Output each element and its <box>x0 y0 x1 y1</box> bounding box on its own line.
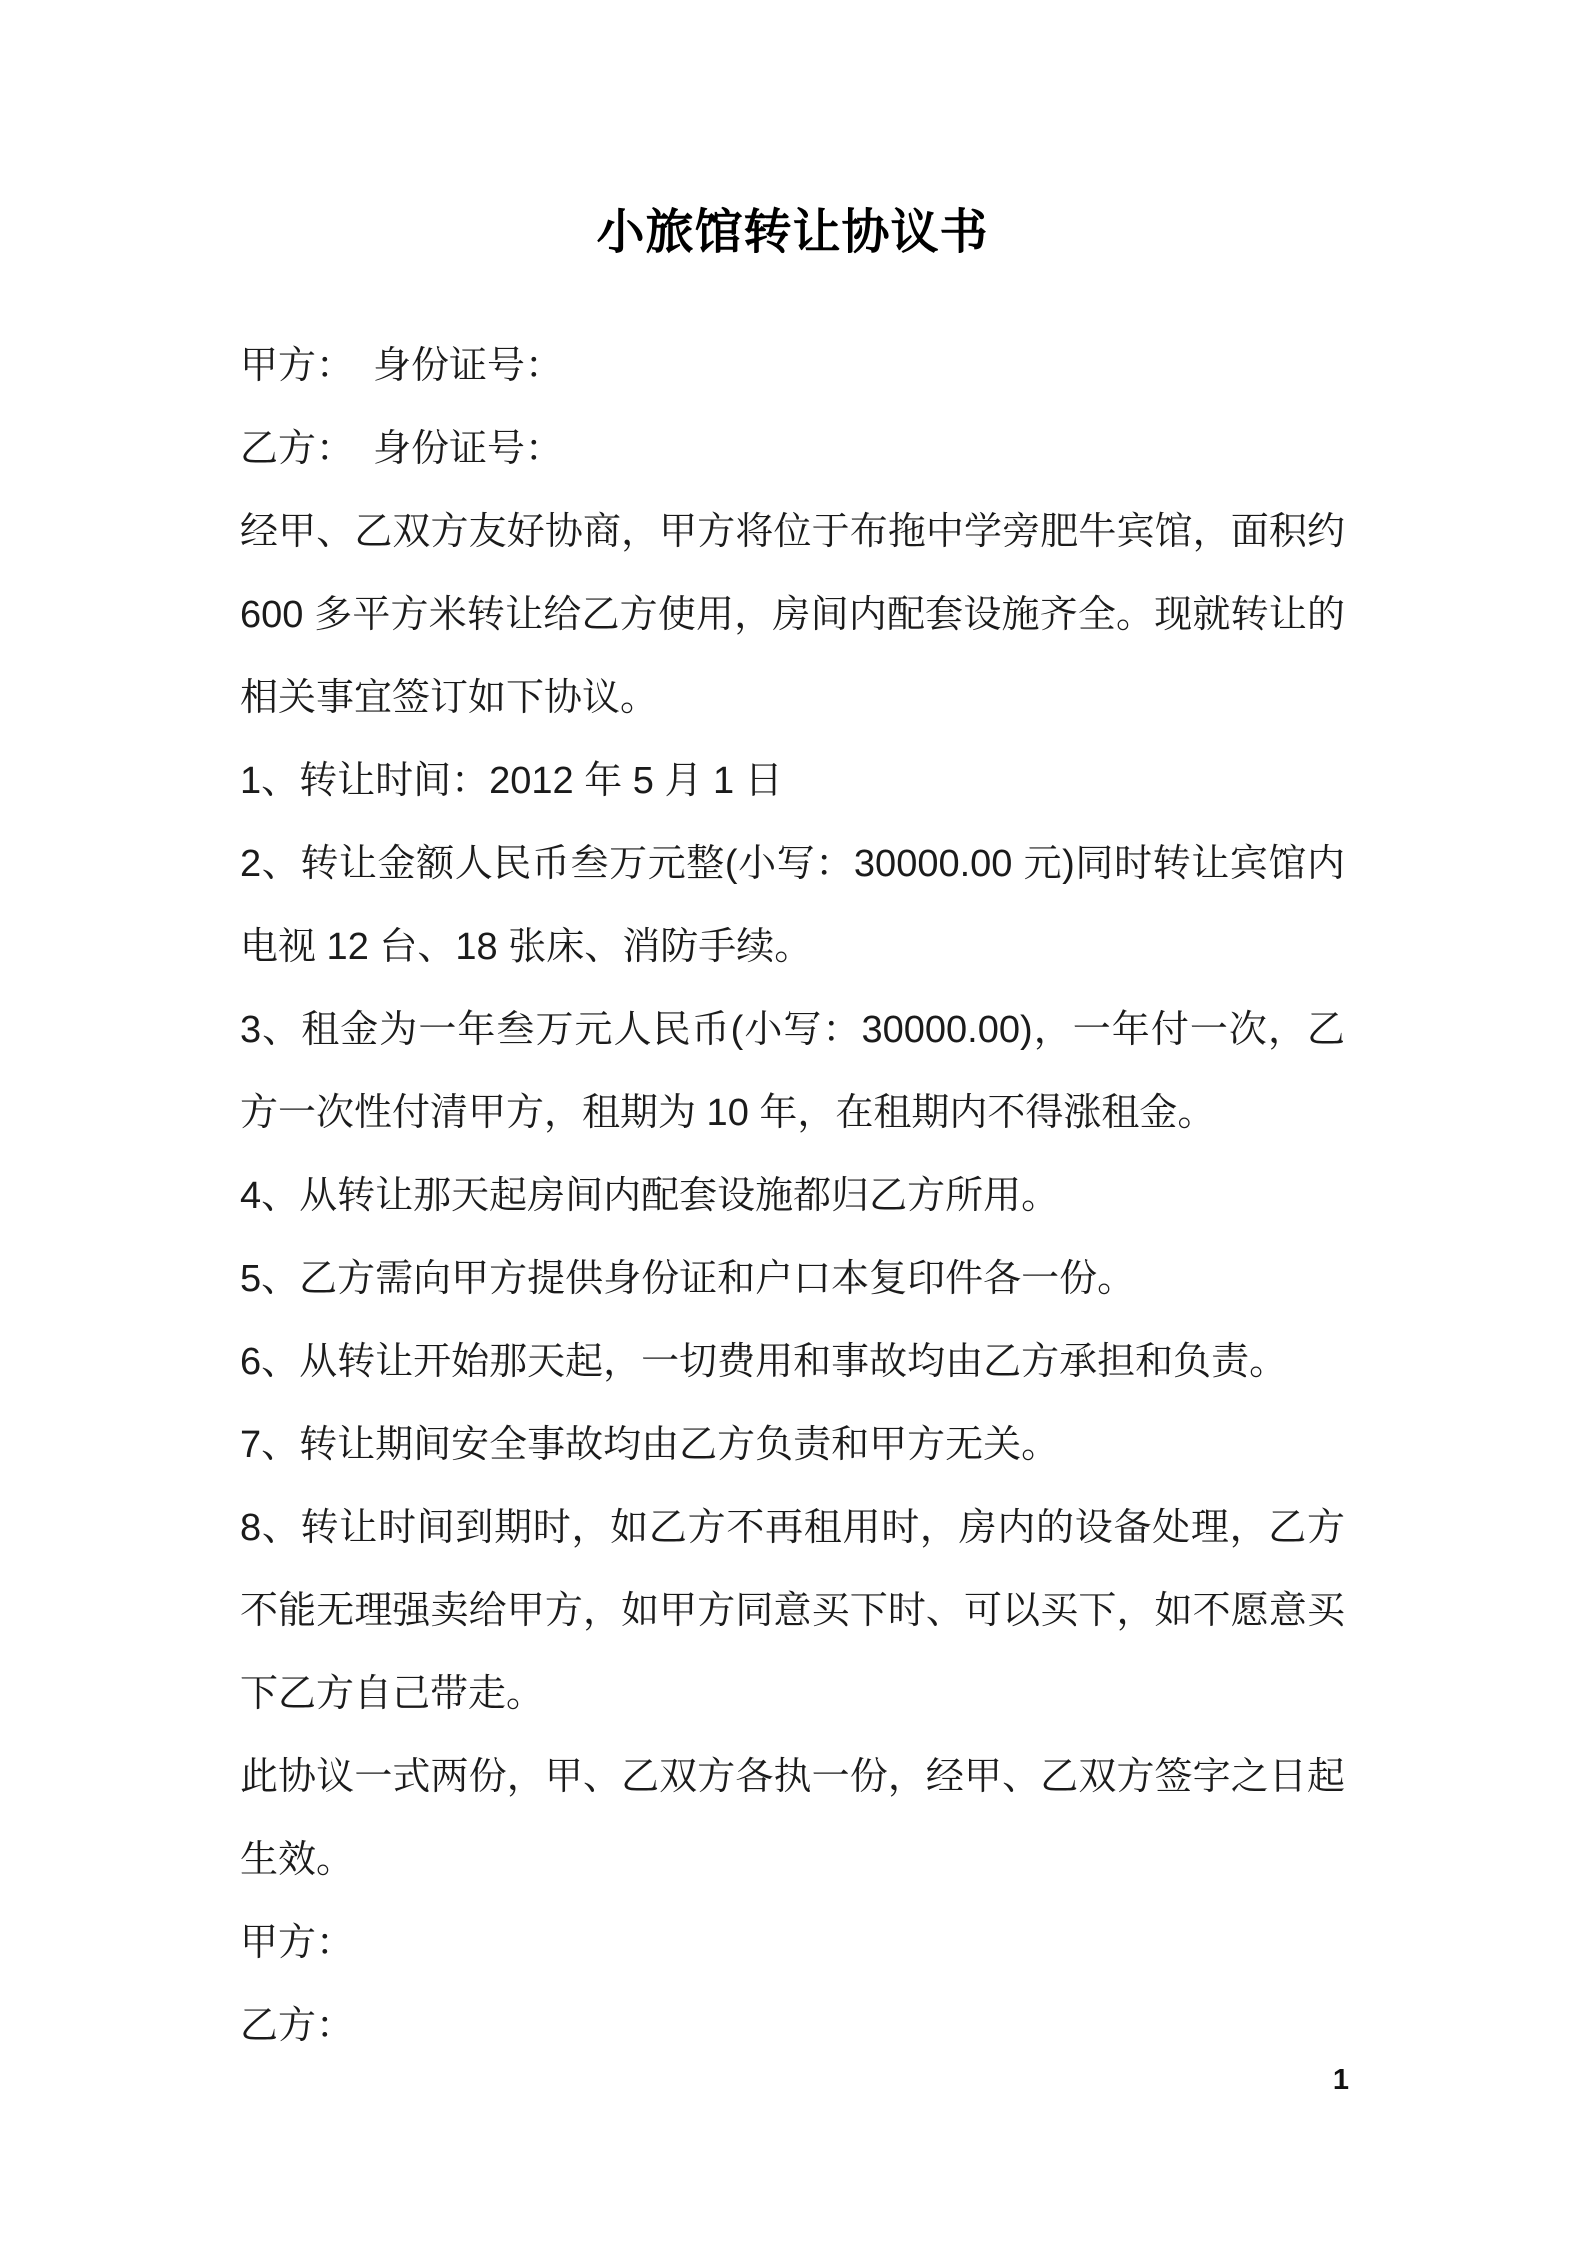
paragraph: 3、租金为一年叁万元人民币(小写：30000.00)，一年付一次，乙方一次性付清甲方，租期为 10 年，在租期内不得涨租金。 <box>240 1009 1345 1134</box>
paragraph: 经甲、乙双方友好协商，甲方将位于布拖中学旁肥牛宾馆，面积约 600 多平方米转让给乙方使用，房间内配套设施齐全。现就转让的相关事宜签订如下协议。 <box>240 511 1345 719</box>
paragraph: 4、从转让那天起房间内配套设施都归乙方所用。 <box>240 1175 1060 1217</box>
paragraph: 7、转让期间安全事故均由乙方负责和甲方无关。 <box>240 1424 1060 1466</box>
paragraph: 甲方： <box>240 1922 355 1964</box>
page-number: 1 <box>1332 2064 1349 2096</box>
document-body <box>240 325 1345 2068</box>
paragraph: 5、乙方需向甲方提供身份证和户口本复印件各一份。 <box>240 1258 1136 1300</box>
paragraph: 甲方： 身份证号： <box>240 345 564 387</box>
document-title: 小旅馆转让协议书 <box>596 206 989 259</box>
paragraph: 8、转让时间到期时，如乙方不再租用时，房内的设备处理，乙方不能无理强卖给甲方，如甲方同意买下时、可以买下，如不愿意买下乙方自己带走。 <box>240 1507 1345 1715</box>
paragraph: 2、转让金额人民币叁万元整(小写：30000.00 元)同时转让宾馆内电视 12 台、18 张床、消防手续。 <box>240 843 1345 968</box>
paragraph: 6、从转让开始那天起，一切费用和事故均由乙方承担和负责。 <box>240 1341 1288 1383</box>
paragraph: 1、转让时间：2012 年 5 月 1 日 <box>240 760 783 802</box>
paragraph: 乙方： 身份证号： <box>240 428 564 470</box>
paragraph: 乙方： <box>240 2005 355 2047</box>
paragraph: 此协议一式两份，甲、乙双方各执一份，经甲、乙双方签字之日起生效。 <box>240 1756 1345 1881</box>
